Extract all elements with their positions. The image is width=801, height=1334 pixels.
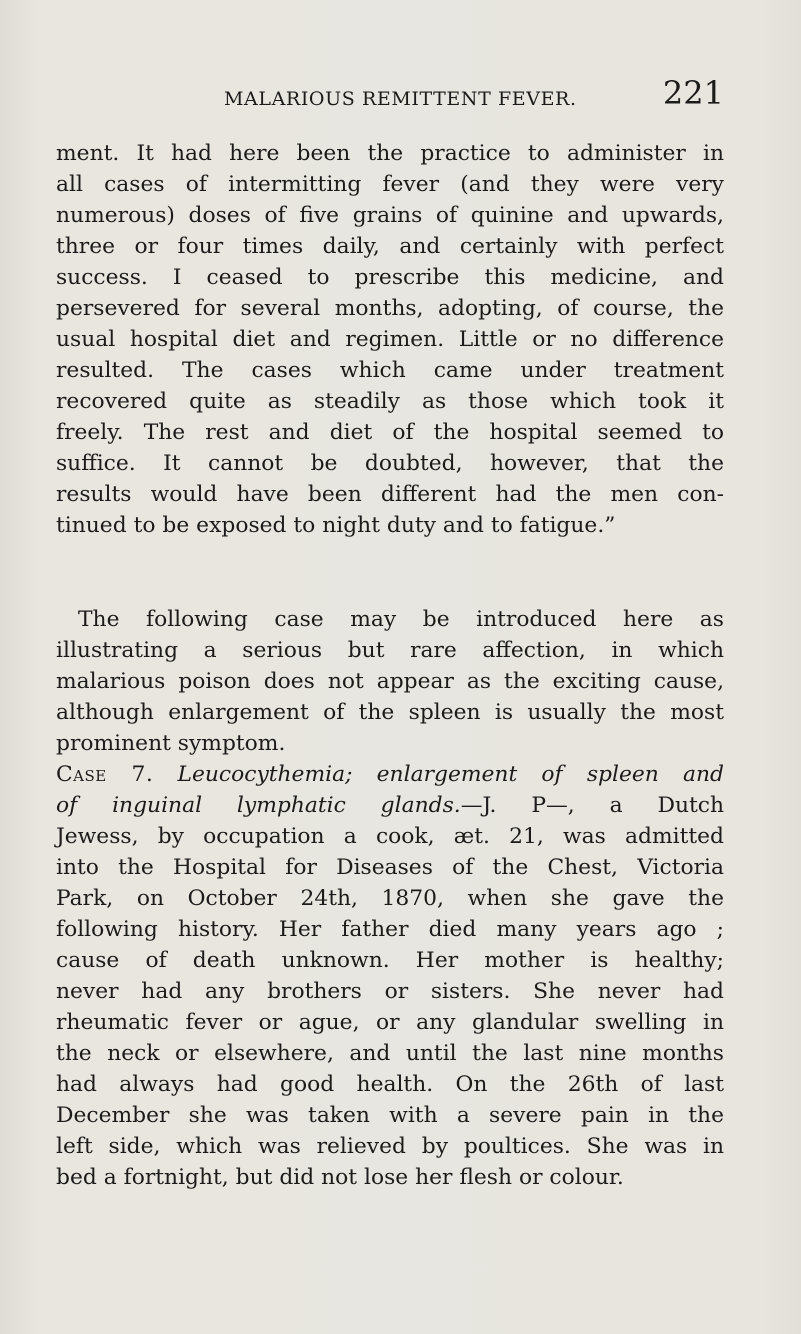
text-line: usual hospital diet and regimen. Little or no difference (56, 327, 724, 352)
text-line: illustrating a serious but rare affection, in which (56, 638, 724, 663)
text-line: although enlargement of the spleen is usually the most (56, 700, 724, 725)
text-line: rheumatic fever or ague, or any glandular swelling in (56, 1010, 724, 1035)
text-line: cause of death unknown. Her mother is healthy; (56, 948, 724, 973)
paragraph-2 (56, 604, 724, 759)
text-line: recovered quite as steadily as those which took it (56, 389, 724, 414)
text-line: persevered for several months, adopting, of course, the (56, 296, 724, 321)
text-line: resulted. The cases which came under treatment (56, 358, 724, 383)
running-title: MALARIOUS REMITTENT FEVER. (224, 88, 577, 110)
case-heading-line (56, 759, 724, 790)
text-line: tinued to be exposed to night duty and to fatigue.” (56, 513, 616, 538)
case-paragraph (56, 759, 724, 1193)
text-line: numerous) doses of five grains of quinine and upwards, (56, 203, 724, 228)
text-line: all cases of intermitting fever (and they were very (56, 172, 724, 197)
case-heading-rest: —J. P—, a Dutch (460, 793, 725, 818)
text-line: three or four times daily, and certainly with perfect (56, 234, 724, 259)
text-line: ment. It had here been the practice to administer in (56, 141, 724, 166)
page-number: 221 (662, 74, 724, 112)
case-title: Leucocythemia; enlargement of spleen and (177, 762, 724, 787)
text-line: results would have been different had the men con- (56, 482, 724, 507)
text-line: following history. Her father died many years ago ; (56, 917, 724, 942)
case-title-continued: of inguinal lymphatic glands. (56, 793, 461, 818)
text-line: December she was taken with a severe pain in the (56, 1103, 724, 1128)
text-line: had always had good health. On the 26th of last (56, 1072, 724, 1097)
text-line: left side, which was relieved by poultices. She was in (56, 1134, 724, 1159)
text-line: success. I ceased to prescribe this medicine, and (56, 265, 724, 290)
page-header (224, 72, 724, 120)
text-line: into the Hospital for Diseases of the Chest, Victoria (56, 855, 724, 880)
text-line: Park, on October 24th, 1870, when she gave the (56, 886, 724, 911)
text-line: never had any brothers or sisters. She never had (56, 979, 724, 1004)
text-line: bed a fortnight, but did not lose her flesh or colour. (56, 1165, 624, 1190)
text-line: freely. The rest and diet of the hospital seemed to (56, 420, 724, 445)
text-line: Jewess, by occupation a cook, æt. 21, was admitted (56, 824, 724, 849)
text-line: The following case may be introduced here as (78, 607, 724, 632)
case-label: Case 7. (56, 762, 154, 787)
case-heading-line (56, 790, 724, 821)
paragraph-1 (56, 138, 724, 541)
text-line: malarious poison does not appear as the exciting cause, (56, 669, 724, 694)
text-line: the neck or elsewhere, and until the last nine months (56, 1041, 724, 1066)
text-line: prominent symptom. (56, 731, 286, 756)
text-line: suffice. It cannot be doubted, however, that the (56, 451, 724, 476)
